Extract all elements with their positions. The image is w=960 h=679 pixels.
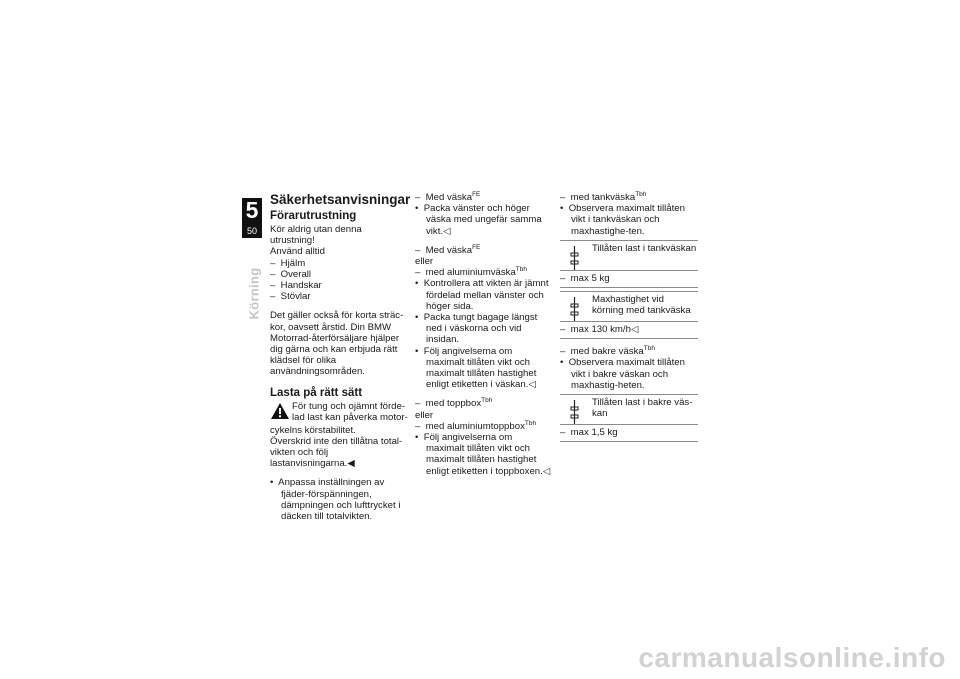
column-1 bbox=[270, 192, 411, 523]
chapter-number: 5 bbox=[245, 197, 259, 223]
tank-label: – med tankväska$^{Tbh}$ bbox=[560, 191, 647, 203]
case2-bullet-2: • Packa tungt bagage längst ned i väskorna och vid insidan. bbox=[415, 312, 538, 346]
case3-bullet: • Följ angivelserna om maximalt tillåten vikt och maximalt tillåten hastighet enligt etiketten i toppboxen.◁ bbox=[415, 432, 551, 477]
warning-block bbox=[270, 401, 408, 425]
spec-tank-load-label: Tillåten last i tankväskan bbox=[592, 242, 697, 254]
warning-triangle-icon bbox=[270, 402, 290, 420]
case3-alt-label: – med aluminiumtoppbox$^{Tbh}$ bbox=[415, 419, 537, 432]
rear-bullet: • Observera maximalt tillåten vikt i bakre väskan och maxhastig-heten. bbox=[560, 357, 685, 391]
warning-text-2: Överskrid inte den tillåtna total-vikten och följ lastanvisningarna.◀ bbox=[270, 435, 403, 470]
case1-label: – Med väska$^{FE}$ bbox=[415, 191, 481, 203]
section-title: Säkerhetsanvisningar bbox=[270, 192, 411, 207]
case2-bullet-3: • Följ angivelserna om maximalt tillåten vikt och maximalt tillåten hastighet enligt etiketten i väskan.◁ bbox=[415, 345, 537, 391]
warning-text: För tung och ojämnt förde-lad last kan påverka motor- bbox=[292, 400, 408, 423]
gear-item-overall: – Overall bbox=[270, 268, 312, 280]
case3-label: – med toppbox$^{Tbh}$ bbox=[415, 397, 493, 410]
chapter-marker bbox=[242, 198, 262, 238]
spec-tank-speed-label: Maxhastighet vid körning med tankväska bbox=[592, 294, 691, 317]
watermark: carmanualsonline.info bbox=[638, 642, 946, 673]
gear-heading: Förarutrustning bbox=[270, 210, 357, 222]
spec-tank-load-value: – max 5 kg bbox=[560, 272, 610, 284]
gear-paragraph: Det gäller också för korta sträc-kor, oavsett årstid. Din BMW Motorrad-återförsäljare hjälper dig gärna och kan erbjuda rätt klädsel för olika användningsområden. bbox=[270, 310, 404, 378]
gear-intro-1: Kör aldrig utan denna utrustning! bbox=[270, 224, 362, 247]
or-2: eller bbox=[415, 409, 434, 421]
chapter-side-label: Körning bbox=[246, 267, 262, 320]
case2-bullet-1: • Kontrollera att vikten är jämnt fördelad mellan vänster och höger sida. bbox=[415, 278, 549, 312]
gear-intro-2: Använd alltid bbox=[270, 246, 325, 258]
column-3 bbox=[560, 192, 698, 445]
spec-tank-speed-value: – max 130 km/h◁ bbox=[560, 324, 639, 336]
load-heading: Lasta på rätt sätt bbox=[270, 386, 363, 399]
spec-tank-load bbox=[560, 240, 698, 288]
spec-rear-load bbox=[560, 394, 698, 442]
column-2 bbox=[415, 192, 553, 477]
case2-alt-label: – med aluminiumväska$^{Tbh}$ bbox=[415, 266, 527, 279]
gear-item-boots: – Stövlar bbox=[270, 291, 311, 303]
or-1: eller bbox=[415, 256, 434, 268]
spec-tank-speed bbox=[560, 291, 698, 339]
spec-rear-load-value: – max 1,5 kg bbox=[560, 427, 618, 439]
case2-label: – Med väska$^{FE}$ bbox=[415, 243, 481, 256]
spec-value-icon bbox=[570, 297, 579, 321]
case1-bullet: • Packa vänster och höger väska med ungefär samma vikt.◁ bbox=[415, 203, 542, 237]
spec-value-icon bbox=[570, 246, 579, 270]
gear-item-helmet: – Hjälm bbox=[270, 257, 306, 269]
bullet-adjust-suspension: • Anpassa inställningen av fjäder-förspänningen, dämpningen och lufttrycket i däcken till totalvikten. bbox=[270, 477, 401, 523]
warning-continuation: cykelns körstabilitet. bbox=[270, 424, 356, 436]
gear-item-gloves: – Handskar bbox=[270, 280, 322, 292]
spec-rear-load-label: Tillåten last i bakre väs-kan bbox=[592, 397, 693, 420]
rear-label: – med bakre väska$^{Tbh}$ bbox=[560, 345, 655, 358]
spec-value-icon bbox=[570, 400, 579, 424]
tank-bullet: • Observera maximalt tillåten vikt i tankväskan och maxhastighe-ten. bbox=[560, 203, 685, 237]
page-number: 50 bbox=[246, 226, 257, 236]
